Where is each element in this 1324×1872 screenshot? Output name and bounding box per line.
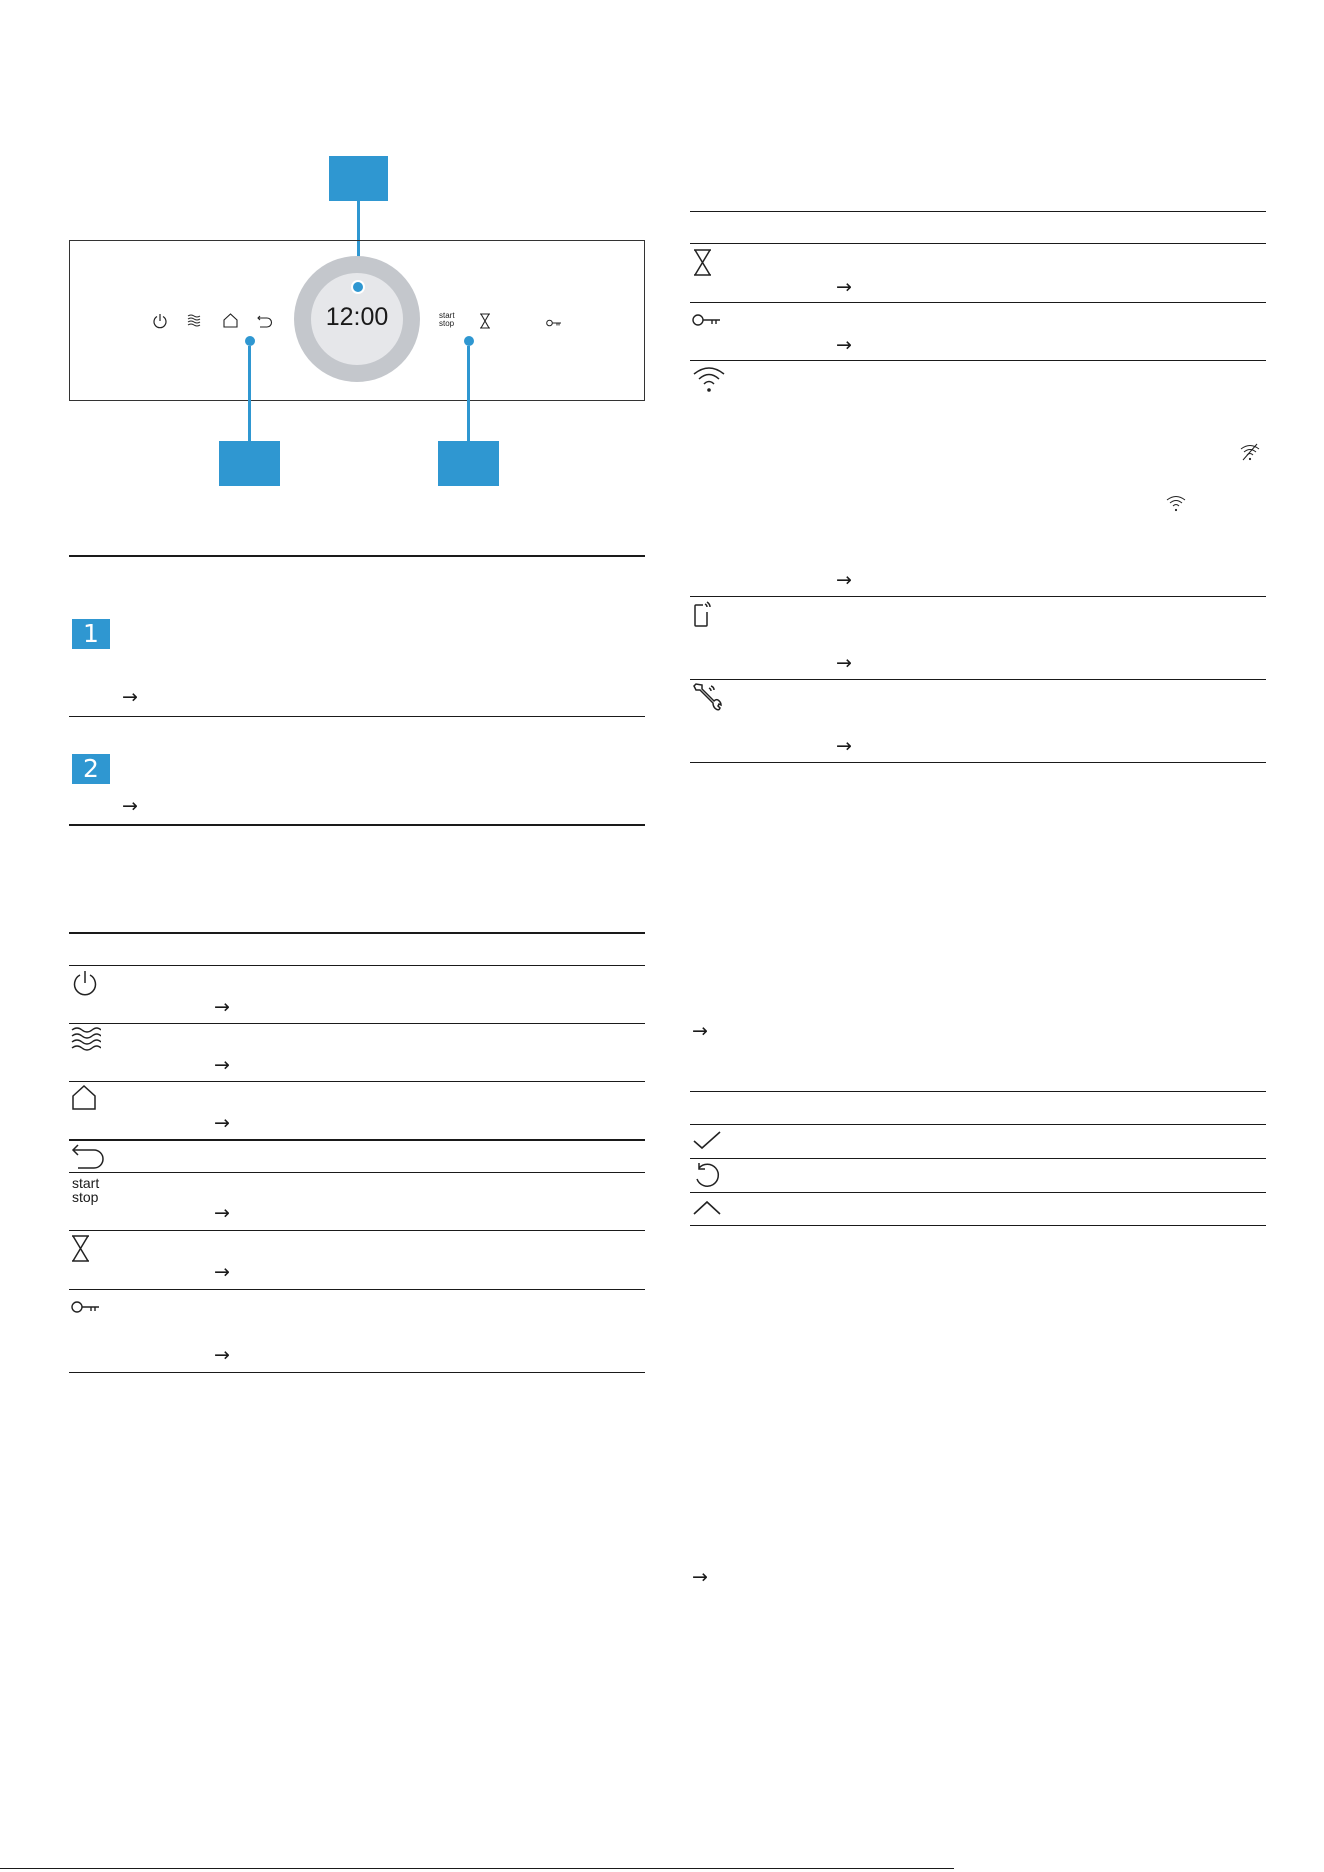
legend-row-divider	[69, 716, 645, 717]
timer-icon	[71, 1235, 90, 1267]
legend-arrow-1: →	[122, 686, 138, 708]
start-stop-panel-label[interactable]	[439, 312, 455, 328]
right-arrow-timer: →	[836, 276, 852, 298]
buttons-table-header-rule	[69, 965, 645, 966]
symbols-row-divider	[690, 1158, 1266, 1159]
right-bottom-arrow: →	[692, 1566, 708, 1588]
legend-top-rule	[69, 555, 645, 557]
right-table-bottom-rule	[690, 762, 1266, 763]
buttons-row-divider	[69, 1172, 645, 1173]
symbols-table-top-rule	[690, 1091, 1266, 1092]
buttons-row-divider	[69, 1289, 645, 1290]
right-arrow-service: →	[836, 735, 852, 757]
remote-start-icon	[693, 600, 713, 633]
steam-icon	[71, 1026, 101, 1059]
buttons-row-divider	[69, 1139, 645, 1141]
start-text: start	[72, 1175, 100, 1191]
buttons-arrow-key: →	[214, 1344, 230, 1366]
right-table-top-rule	[690, 211, 1266, 212]
buttons-table-bottom-rule	[69, 1372, 645, 1373]
back-icon	[70, 1143, 106, 1175]
wifi-icon	[692, 365, 726, 398]
start-stop-label	[72, 1176, 99, 1204]
right-arrow-key: →	[836, 334, 852, 356]
symbols-table-bottom-rule	[690, 1225, 1266, 1226]
timer-icon	[693, 249, 712, 281]
stop-text: stop	[439, 319, 455, 328]
stop-text: stop	[72, 1189, 99, 1205]
buttons-row-divider	[69, 1081, 645, 1082]
right-arrow-wifi: →	[836, 569, 852, 591]
power-icon	[152, 313, 168, 334]
right-standalone-arrow: →	[692, 1020, 708, 1042]
callout-top-dot	[351, 280, 365, 294]
legend-bottom-rule	[69, 824, 645, 826]
legend-number-2: 2	[72, 754, 110, 784]
chevron-up-icon	[692, 1200, 722, 1221]
buttons-row-divider	[69, 1023, 645, 1024]
clock-display: 12:00	[325, 303, 389, 331]
symbols-table-header-rule	[690, 1124, 1266, 1125]
wifi-icon	[1166, 494, 1186, 517]
wifi-off-icon	[1240, 443, 1260, 466]
steam-icon	[187, 313, 203, 334]
home-icon	[222, 312, 239, 334]
callout-top	[329, 156, 388, 201]
buttons-arrow-steam: →	[214, 1054, 230, 1076]
callout-right	[438, 441, 499, 486]
start-text: start	[439, 311, 455, 320]
buttons-arrow-start-stop: →	[214, 1202, 230, 1224]
right-row-divider	[690, 679, 1266, 680]
legend-arrow-2: →	[122, 795, 138, 817]
buttons-table-top-rule	[69, 932, 645, 934]
check-icon	[692, 1130, 722, 1155]
service-wrench-icon	[692, 682, 722, 717]
key-icon	[546, 315, 562, 333]
symbols-row-divider	[690, 1192, 1266, 1193]
buttons-row-divider	[69, 1230, 645, 1231]
right-arrow-remote: →	[836, 652, 852, 674]
callout-left-line	[248, 346, 251, 442]
timer-icon	[479, 313, 491, 334]
key-icon	[71, 1299, 100, 1320]
callout-left	[219, 441, 280, 486]
right-row-divider	[690, 302, 1266, 303]
key-icon	[692, 312, 721, 333]
power-icon	[71, 969, 99, 1002]
right-table-header-rule	[690, 243, 1266, 244]
footer-rule	[0, 1868, 954, 1869]
callout-right-line	[467, 346, 470, 442]
buttons-arrow-power: →	[214, 996, 230, 1018]
right-row-divider	[690, 596, 1266, 597]
legend-number-1: 1	[72, 619, 110, 649]
buttons-arrow-home: →	[214, 1112, 230, 1134]
home-icon	[71, 1084, 97, 1116]
right-row-divider	[690, 360, 1266, 361]
back-icon	[256, 313, 274, 334]
reset-icon	[692, 1161, 722, 1196]
buttons-arrow-timer: →	[214, 1261, 230, 1283]
